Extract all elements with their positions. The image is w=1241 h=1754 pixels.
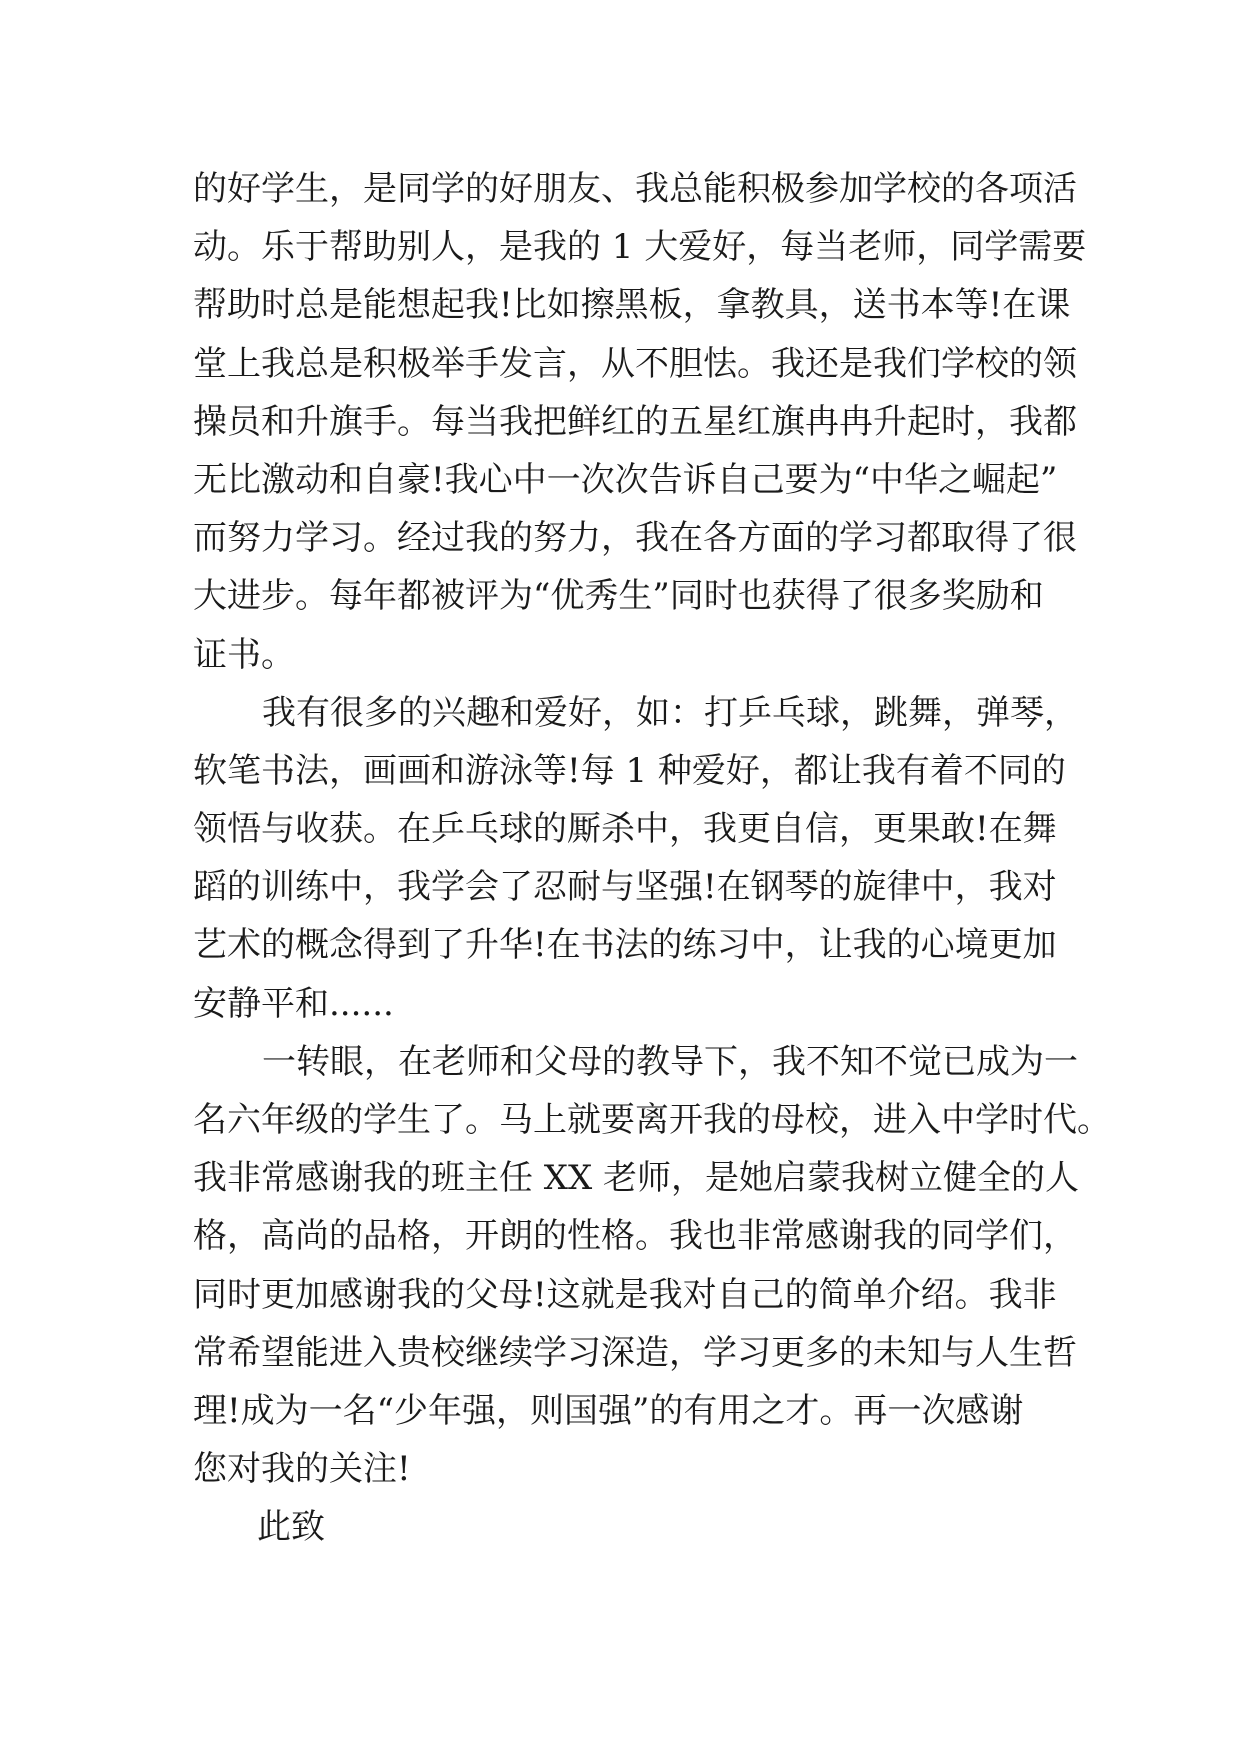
paragraph-line: 我非常感谢我的班主任 XX 老师，是她启蒙我树立健全的人 [193,1158,1080,1199]
paragraph-line: 领悟与收获。在乒乓球的厮杀中，我更自信，更果敢!在舞 [193,809,1057,850]
paragraph-line: 的好学生，是同学的好朋友、我总能积极参加学校的各项活 [193,169,1077,209]
paragraph-line: 您对我的关注! [193,1449,411,1490]
paragraph-line: 操员和升旗手。每当我把鲜红的五星红旗冉冉升起时，我都 [193,401,1077,442]
paragraph-line: 无比激动和自豪!我心中一次次告诉自己要为“中华之崛起” [193,459,1058,500]
paragraph-line: 我有很多的兴趣和爱好，如：打乒乓球，跳舞，弹琴， [262,692,1078,733]
paragraph-line: 动。乐于帮助别人，是我的 1 大爱好，每当老师，同学需要 [193,227,1087,268]
paragraph-line: 证书。 [193,634,295,675]
paragraph-line: 艺术的概念得到了升华!在书法的练习中，让我的心境更加 [193,925,1057,966]
paragraph-line: 名六年级的学生了。马上就要离开我的母校，进入中学时代。 [193,1100,1111,1140]
paragraph-line: 蹈的训练中，我学会了忍耐与坚强!在钢琴的旋律中，我对 [193,867,1057,908]
paragraph-line: 格，高尚的品格，开朗的性格。我也非常感谢我的同学们， [193,1216,1077,1257]
paragraph-line: 大进步。每年都被评为“优秀生”同时也获得了很多奖励和 [193,576,1044,617]
paragraph-line: 帮助时总是能想起我!比如擦黑板，拿教具，送书本等!在课 [193,285,1071,326]
paragraph-line: 安静平和...... [193,983,394,1024]
paragraph-line: 理!成为一名“少年强，则国强”的有用之才。再一次感谢 [193,1390,1024,1431]
paragraph-line: 堂上我总是积极举手发言，从不胆怯。我还是我们学校的领 [193,343,1077,384]
closing-salutation: 此致 [257,1507,325,1548]
paragraph-line: 软笔书法，画画和游泳等!每 1 种爱好，都让我有着不同的 [193,750,1066,791]
paragraph-line: 同时更加感谢我的父母!这就是我对自己的简单介绍。我非 [193,1274,1057,1315]
paragraph-line: 而努力学习。经过我的努力，我在各方面的学习都取得了很 [193,518,1077,559]
letter-body [193,160,1111,1557]
paragraph-line: 一转眼，在老师和父母的教导下，我不知不觉已成为一 [262,1041,1078,1082]
paragraph-line: 常希望能进入贵校继续学习深造，学习更多的未知与人生哲 [193,1332,1077,1373]
